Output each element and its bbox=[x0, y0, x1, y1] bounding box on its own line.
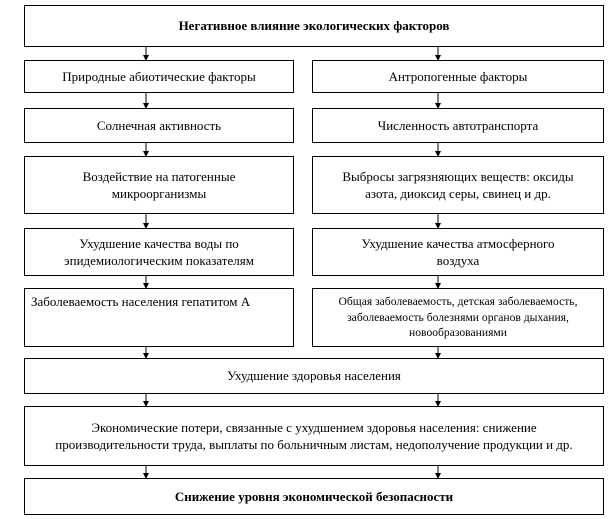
left-disease: Заболеваемость населения гепатитом А bbox=[31, 294, 251, 309]
economic-losses-text: Экономические потери, связанные с ухудшением здоровья населения: снижение производительности труда, выплаты по больничным листам, недополучение продукции и др. bbox=[55, 419, 573, 452]
right-effect-box bbox=[312, 156, 604, 214]
right-effect: Выбросы загрязняющих веществ: оксиды азота, диоксид серы, свинец и др. bbox=[342, 168, 574, 201]
result-text: Снижение уровня экономической безопасности bbox=[174, 488, 454, 504]
left-header: Природные абиотические факторы bbox=[62, 68, 256, 84]
left-quality: Ухудшение качества воды по эпидемиологическим показателям bbox=[64, 235, 254, 268]
left-effect-box bbox=[24, 156, 294, 214]
left-disease-box bbox=[24, 288, 294, 347]
left-header-box bbox=[24, 60, 294, 93]
right-disease: Общая заболеваемость, детская заболеваемость, заболеваемость болезнями органов дыхания, новообразованиями bbox=[338, 295, 578, 340]
right-factor: Численность автотранспорта bbox=[377, 117, 539, 133]
right-header-box bbox=[312, 60, 604, 93]
right-quality-box bbox=[312, 228, 604, 276]
left-factor-box bbox=[24, 108, 294, 143]
right-header: Антропогенные факторы bbox=[388, 68, 528, 84]
top-title-box bbox=[24, 5, 604, 47]
result-box bbox=[24, 478, 604, 515]
right-quality: Ухудшение качества атмосферного воздуха bbox=[361, 235, 555, 268]
left-quality-box bbox=[24, 228, 294, 276]
left-factor: Солнечная активность bbox=[96, 117, 222, 133]
top-title: Негативное влияние экологических факторов bbox=[178, 18, 450, 34]
right-factor-box bbox=[312, 108, 604, 143]
health-text: Ухудшение здоровья населения bbox=[227, 368, 401, 384]
left-effect: Воздействие на патогенные микроорганизмы bbox=[82, 168, 236, 201]
economic-losses-box bbox=[24, 406, 604, 466]
right-disease-box bbox=[312, 288, 604, 347]
health-box bbox=[24, 358, 604, 394]
